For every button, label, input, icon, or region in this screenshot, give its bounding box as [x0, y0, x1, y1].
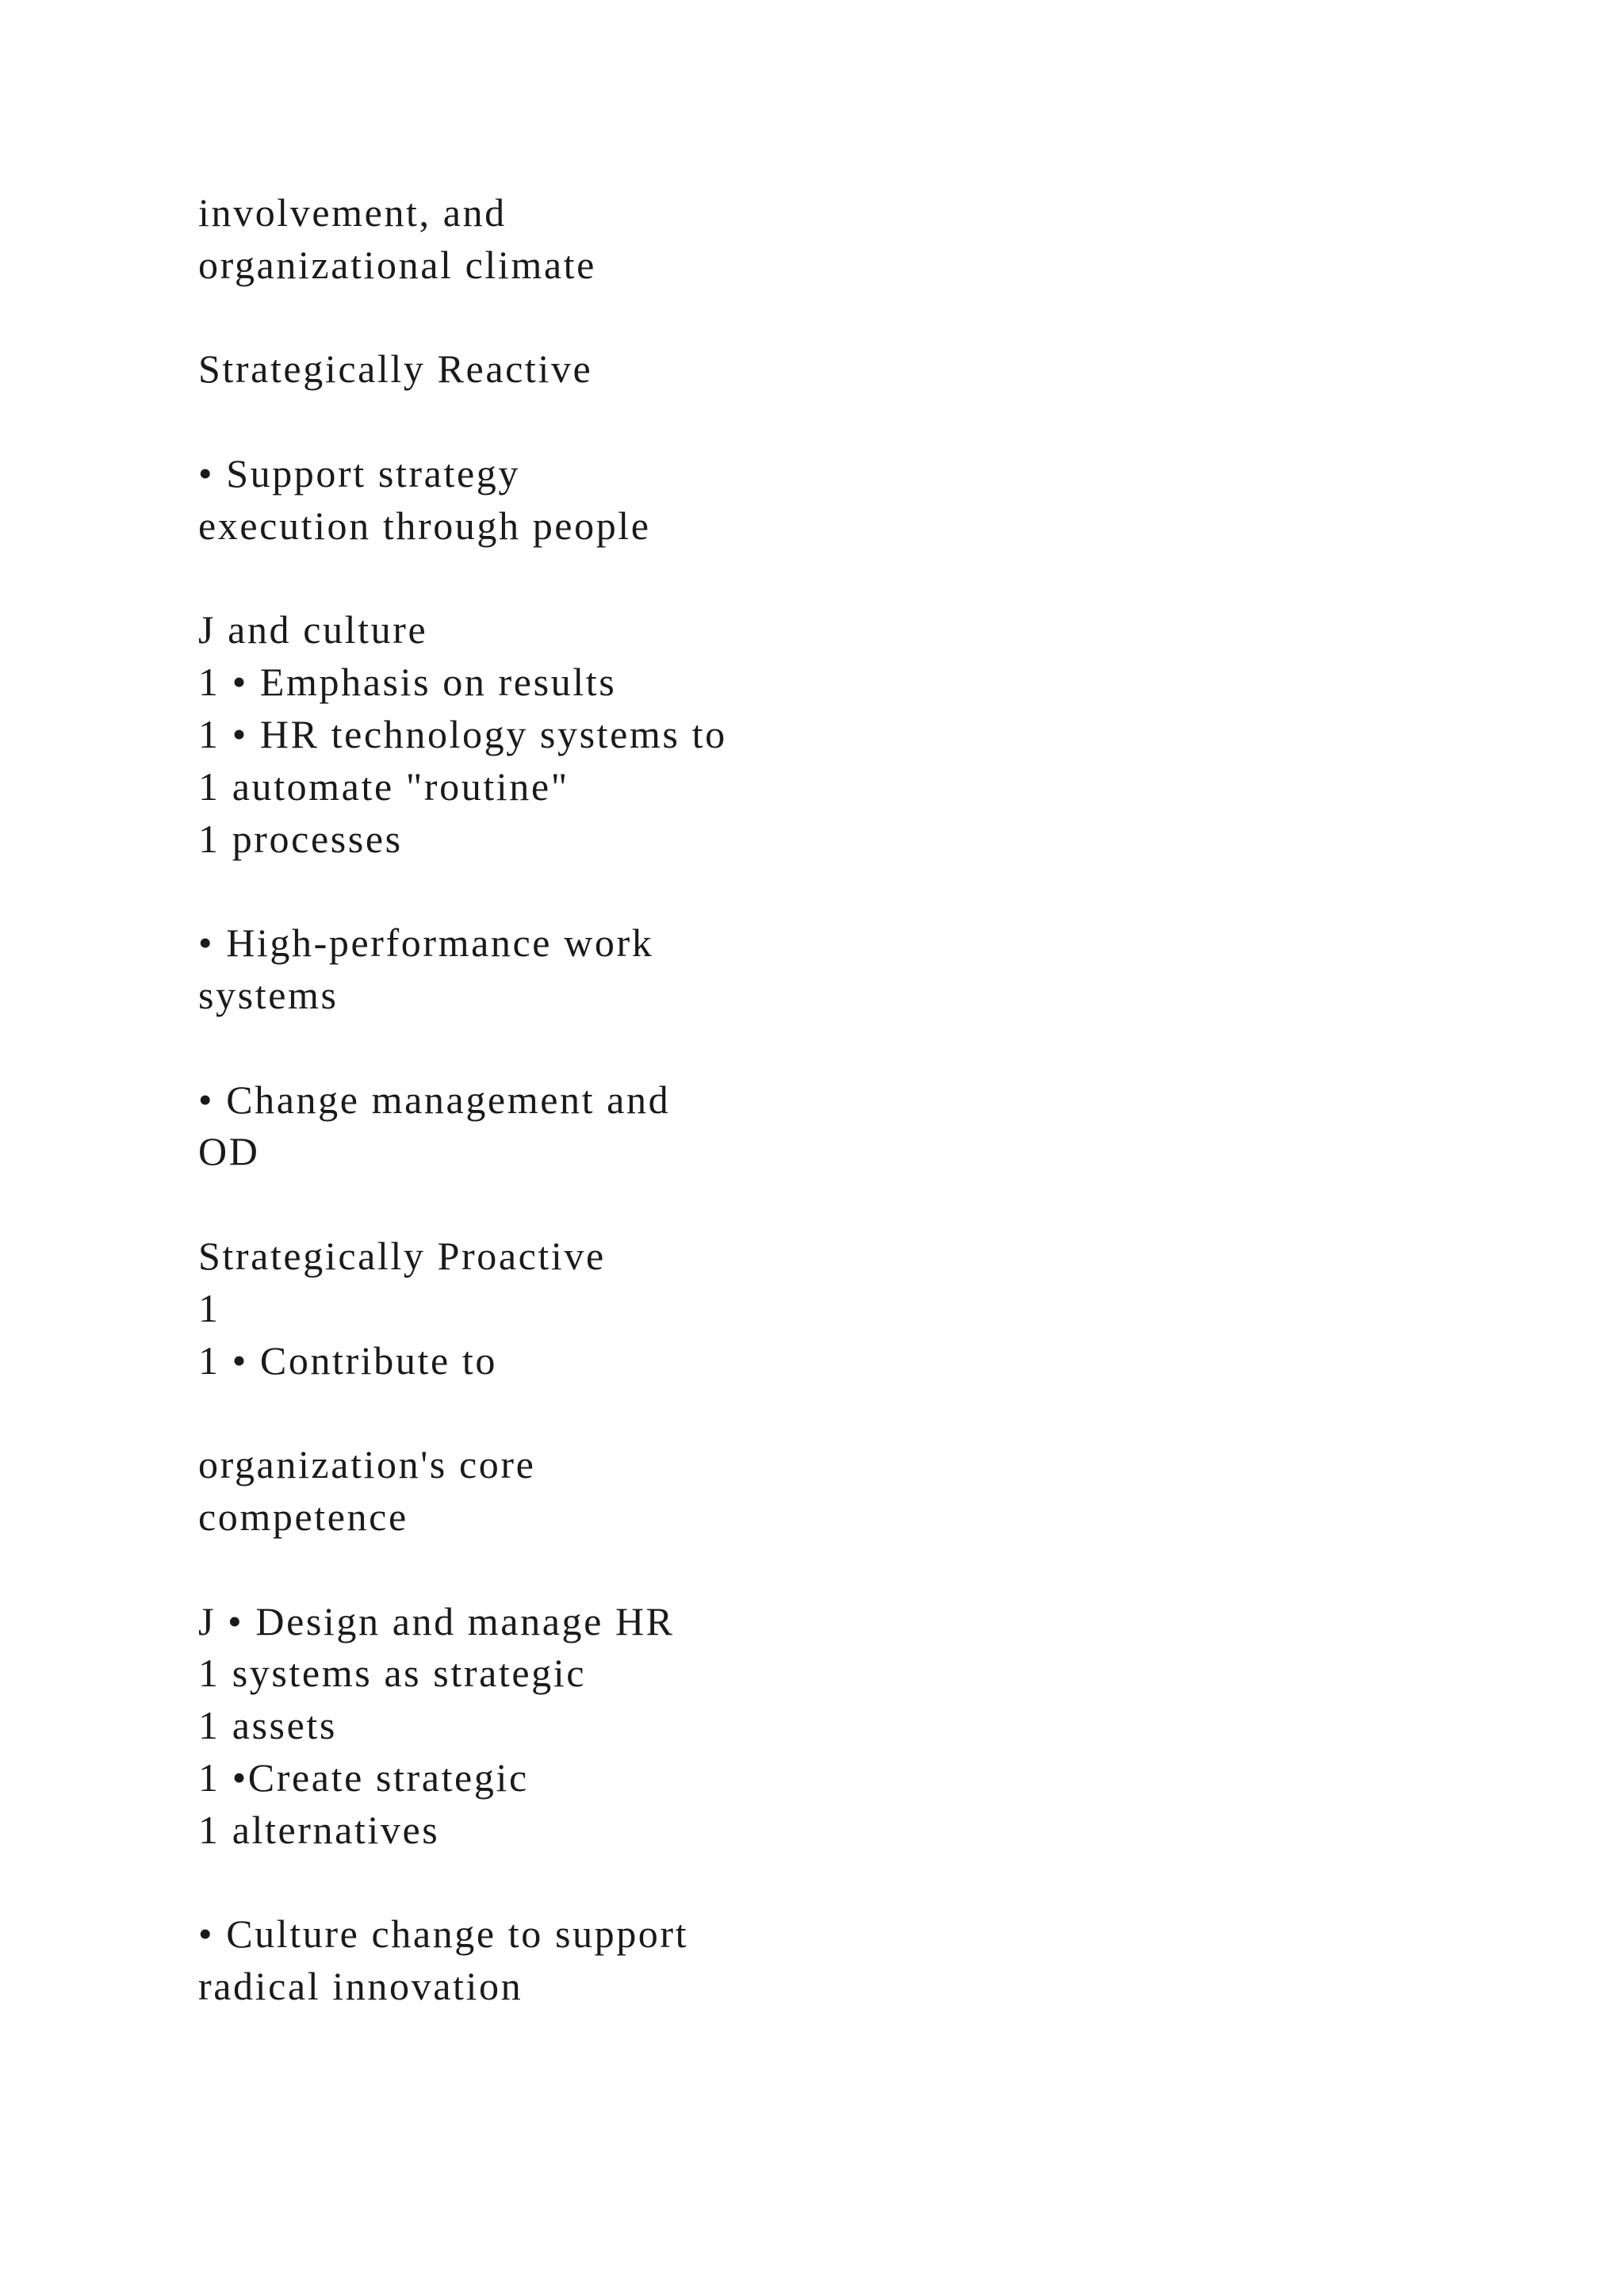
text-line: 1 systems as strategic [198, 1651, 587, 1696]
blank-line [198, 1387, 1388, 1439]
text-line: execution through people [198, 503, 651, 548]
text-line: 1 • Emphasis on results [198, 660, 617, 705]
text-line: 1 •Create strategic [198, 1755, 529, 1800]
text-line: • Change management and [198, 1077, 671, 1122]
text-line: 1 • Contribute to [198, 1337, 497, 1383]
blank-line [198, 292, 1388, 344]
blank-line [198, 1544, 1388, 1596]
text-line: competence [198, 1494, 408, 1539]
section-heading: Strategically Reactive [198, 346, 593, 392]
blank-line [198, 1178, 1388, 1230]
blank-line [198, 553, 1388, 605]
text-line: 1 alternatives [198, 1807, 440, 1852]
text-line: systems [198, 972, 339, 1017]
text-line: organizational climate [198, 242, 596, 287]
blank-line [198, 1022, 1388, 1074]
text-line: 1 processes [198, 816, 403, 861]
text-line: involvement, and [198, 190, 507, 235]
text-line: 1 assets [198, 1703, 337, 1748]
section-heading: Strategically Proactive [198, 1233, 606, 1278]
text-line: 1 automate "routine" [198, 763, 569, 809]
document-text [198, 187, 1388, 2013]
text-line: OD [198, 1129, 260, 1174]
text-line: J and culture [198, 607, 428, 652]
text-line: J • Design and manage HR [198, 1598, 675, 1644]
text-line: radical innovation [198, 1964, 523, 2009]
text-line: • Support strategy [198, 450, 520, 496]
text-line: • High-performance work [198, 920, 654, 966]
text-line: 1 • HR technology systems to [198, 711, 727, 756]
blank-line [198, 396, 1388, 448]
blank-line [198, 1857, 1388, 1909]
blank-line [198, 865, 1388, 917]
text-line: organization's core [198, 1442, 536, 1487]
text-line: 1 [198, 1285, 220, 1330]
text-line: • Culture change to support [198, 1911, 689, 1957]
